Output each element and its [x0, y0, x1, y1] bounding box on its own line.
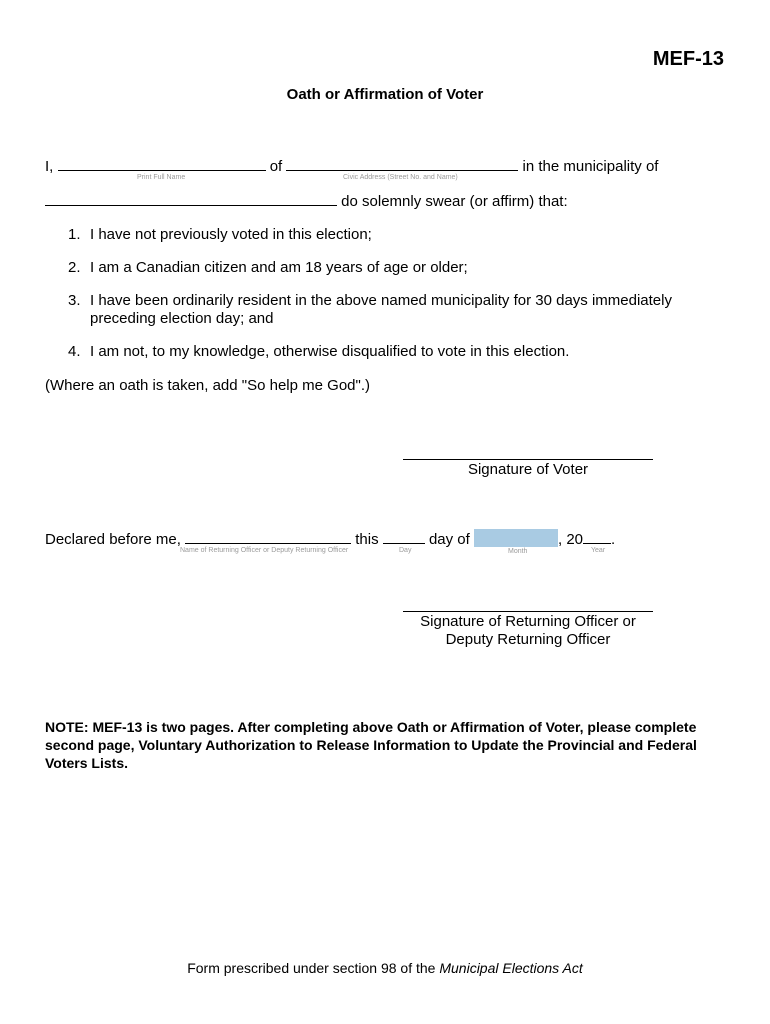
- line2-suffix: do solemnly swear (or affirm) that:: [341, 193, 568, 210]
- officer-name-field[interactable]: [185, 529, 351, 544]
- full-name-field[interactable]: [58, 156, 266, 171]
- oath-item-1: [68, 226, 372, 243]
- day-field[interactable]: [383, 529, 425, 544]
- line1-suffix: in the municipality of: [522, 158, 659, 175]
- declared-day-of: day of: [428, 531, 470, 548]
- address-hint: Civic Address (Street No. and Name): [343, 174, 458, 181]
- line1-of: of: [269, 158, 283, 175]
- item-text: I am not, to my knowledge, otherwise disqualified to vote in this election.: [90, 343, 570, 360]
- form-code: MEF-13: [652, 48, 724, 70]
- item-number: 3.: [68, 292, 81, 309]
- declared-prefix: Declared before me,: [45, 531, 181, 548]
- voter-signature-label: Signature of Voter: [467, 461, 589, 478]
- officer-signature-label-2: Deputy Returning Officer: [445, 631, 611, 648]
- year-prefix: , 20: [557, 531, 584, 548]
- year-hint: Year: [591, 547, 606, 554]
- civic-address-field[interactable]: [286, 156, 518, 171]
- oath-item-3: [68, 292, 672, 309]
- line1-prefix: I,: [45, 158, 54, 175]
- item-text: I am a Canadian citizen and am 18 years of age or older;: [90, 259, 468, 276]
- item-text: I have not previously voted in this election;: [90, 226, 372, 243]
- footer-text: Form prescribed under section 98 of the: [187, 960, 440, 976]
- officer-signature-label-1: Signature of Returning Officer or: [420, 613, 636, 630]
- item-number: 2.: [68, 259, 81, 276]
- page-title: Oath or Affirmation of Voter: [286, 86, 484, 103]
- month-hint: Month: [508, 548, 528, 555]
- declared-line: [45, 529, 615, 548]
- year-end: .: [611, 531, 616, 548]
- oath-item-2: [68, 259, 468, 276]
- item-number: 1.: [68, 226, 81, 243]
- oath-item-3-continued: preceding election day; and: [90, 310, 274, 327]
- name-hint: Print Full Name: [137, 174, 186, 181]
- oath-line-1: [45, 156, 658, 175]
- declared-this: this: [355, 531, 379, 548]
- oath-item-4: [68, 343, 569, 360]
- officer-signature-line[interactable]: [403, 611, 653, 612]
- oath-note: (Where an oath is taken, add "So help me God".): [45, 377, 370, 394]
- officer-name-hint: Name of Returning Officer or Deputy Returning Officer: [180, 547, 349, 554]
- oath-line-2: [45, 191, 568, 210]
- item-text: I have been ordinarily resident in the above named municipality for 30 days immediately: [90, 292, 672, 309]
- footer-act-name: Municipal Elections Act: [439, 960, 583, 976]
- municipality-field[interactable]: [45, 191, 337, 206]
- two-page-note: NOTE: MEF-13 is two pages. After completing above Oath or Affirmation of Voter, please complete second page, Voluntary Authorization to Release Information to Update the Provincial and Federal Voters Lists.: [45, 719, 697, 771]
- item-number: 4.: [68, 343, 81, 360]
- year-field[interactable]: [583, 529, 611, 544]
- footer: [0, 960, 770, 976]
- month-field[interactable]: [474, 529, 558, 547]
- voter-signature-line[interactable]: [403, 459, 653, 460]
- day-hint: Day: [399, 547, 412, 554]
